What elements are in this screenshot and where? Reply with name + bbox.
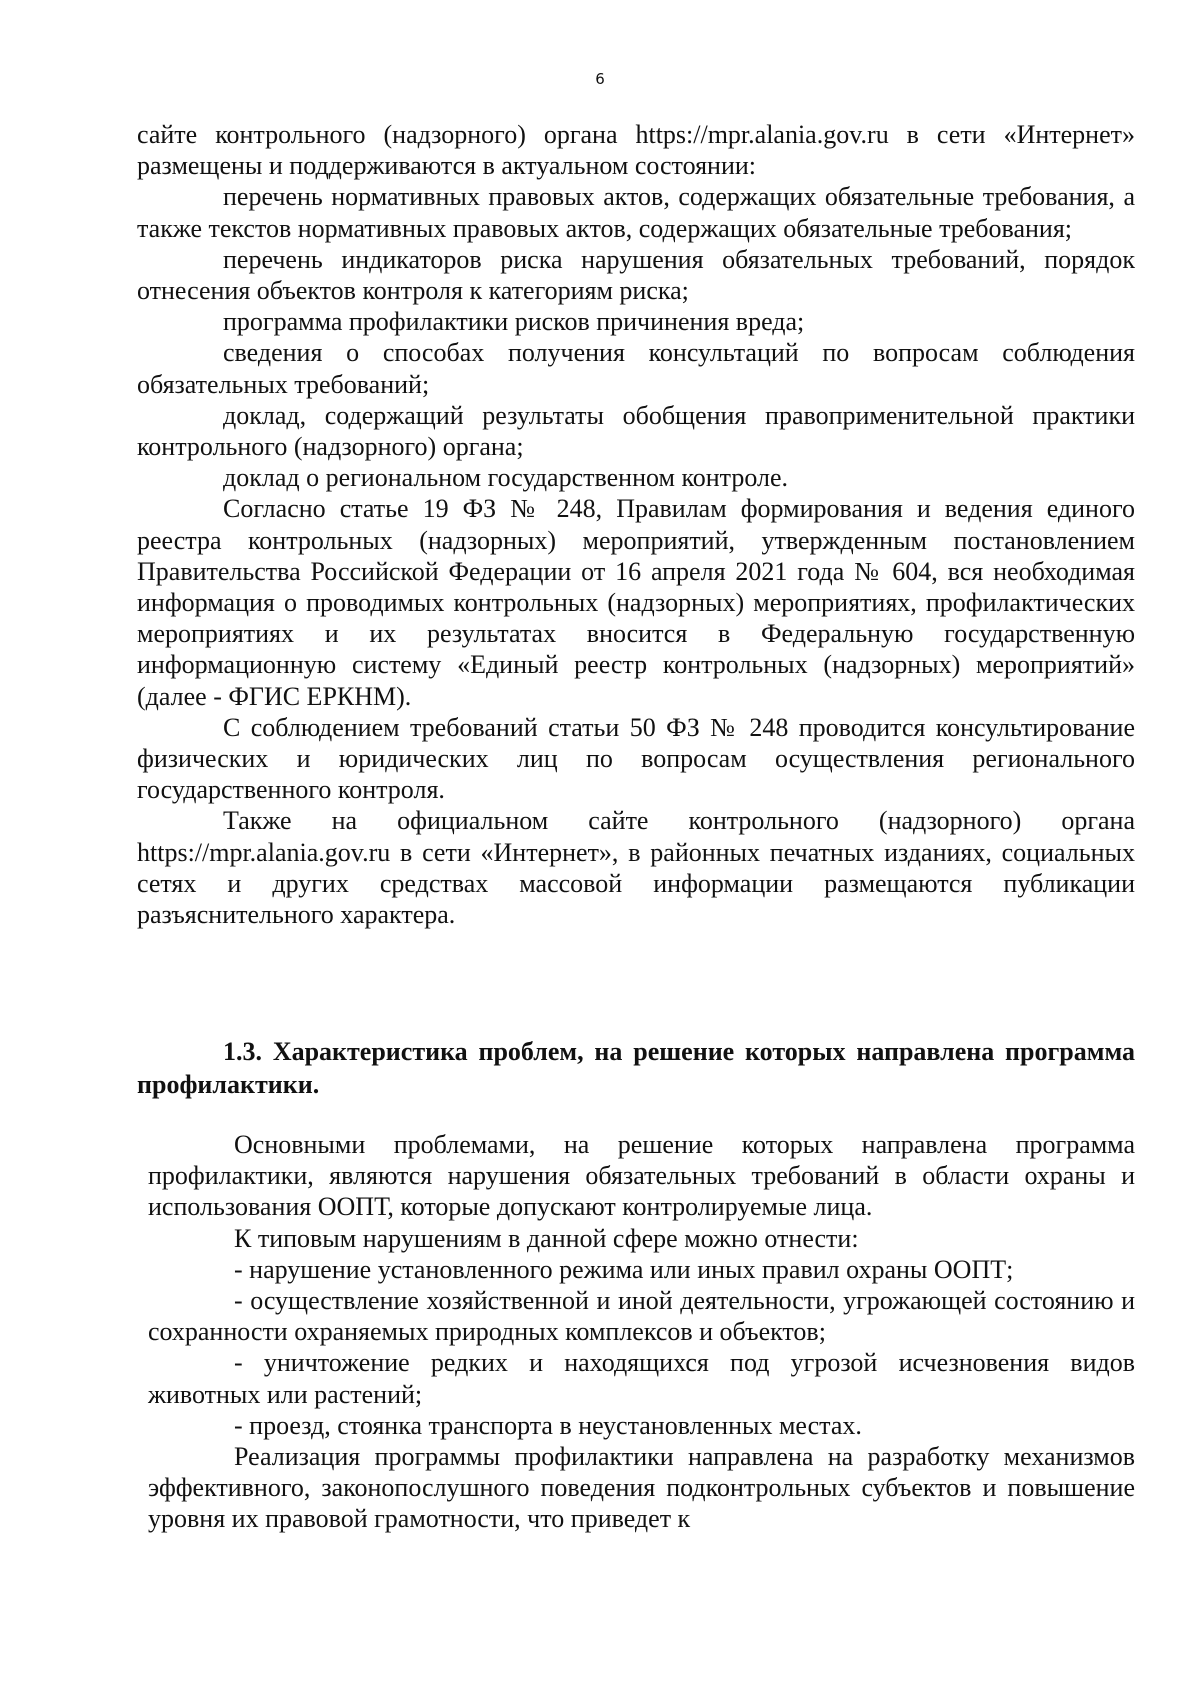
section-text-block (148, 1129, 1135, 1535)
section-paragraph-typical-violations: К типовым нарушениям в данной сфере можно отнести: (234, 1223, 859, 1253)
violation-item-species: - уничтожение редких и находящихся под угрозой исчезновения видов животных или растений; (148, 1348, 1135, 1409)
violation-item-regime: - нарушение установленного режима или иных правил охраны ООПТ; (234, 1254, 1014, 1284)
list-item-consultations: сведения о способах получения консультаций по вопросам соблюдения обязательных требований; (137, 338, 1135, 399)
section-paragraph-problems: Основными проблемами, на решение которых направлена программа профилактики, являются нарушения обязательных требований в области охраны и использования ООПТ, которые допускают контролируемые лица. (148, 1130, 1135, 1222)
list-item-prevention-program: программа профилактики рисков причинения вреда; (223, 307, 805, 337)
list-item-practice-report: доклад, содержащий результаты обобщения правоприменительной практики контрольного (надзорного) органа; (137, 400, 1135, 462)
paragraph-article-50: С соблюдением требований статьи 50 ФЗ № 248 проводится консультирование физических и юридических лиц по вопросам осуществления регионального государственного контроля. (137, 712, 1135, 805)
paragraph-publications: Также на официальном сайте контрольного (надзорного) органа https://mpr.alania.gov.ru в сети «Интернет», в районных печатных изданиях, социальных сетях и других средствах массовой информации размещаются публикации разъяснительного характера. (137, 806, 1135, 930)
violation-item-economic-activity: - осуществление хозяйственной и иной деятельности, угрожающей состоянию и сохранности охраняемых природных комплексов и объектов; (148, 1286, 1135, 1347)
list-item-legal-acts: перечень нормативных правовых актов, содержащих обязательные требования, а также текстов нормативных правовых актов, содержащих обязательные требования; (137, 182, 1135, 243)
intro-paragraph-1: сайте контрольного (надзорного) органа https://mpr.alania.gov.ru в сети «Интернет» размещены и поддерживаются в актуальном состоянии: (137, 120, 1135, 181)
page-number: 6 (595, 70, 605, 88)
section-heading: 1.3. Характеристика проблем, на решение которых направлена программа профилактики. (137, 1037, 1135, 1099)
list-item-risk-indicators: перечень индикаторов риска нарушения обязательных требований, порядок отнесения объектов контроля к категориям риска; (137, 244, 1135, 306)
intro-text-block (137, 119, 1135, 930)
section-paragraph-implementation: Реализация программы профилактики направлена на разработку механизмов эффективного, законопослушного поведения подконтрольных субъектов и повышение уровня их правовой грамотности, что приведет к (148, 1442, 1135, 1534)
list-item-control-report: доклад о региональном государственном контроле. (223, 463, 789, 493)
paragraph-article-19: Согласно статье 19 ФЗ № 248, Правилам формирования и ведения единого реестра контрольных (надзорных) мероприятий, утвержденным постановлением Правительства Российской Федерации от 16 апреля 2021 года № 604, вся необходимая информация о проводимых контрольных (надзорных) мероприятиях, профилактических мероприятиях и их результатах вносится в Федеральную государственную информационную систему «Единый реестр контрольных (надзорных) мероприятий» (далее - ФГИС ЕРКНМ). (137, 494, 1135, 711)
violation-item-transport: - проезд, стоянка транспорта в неустановленных местах. (234, 1410, 862, 1440)
